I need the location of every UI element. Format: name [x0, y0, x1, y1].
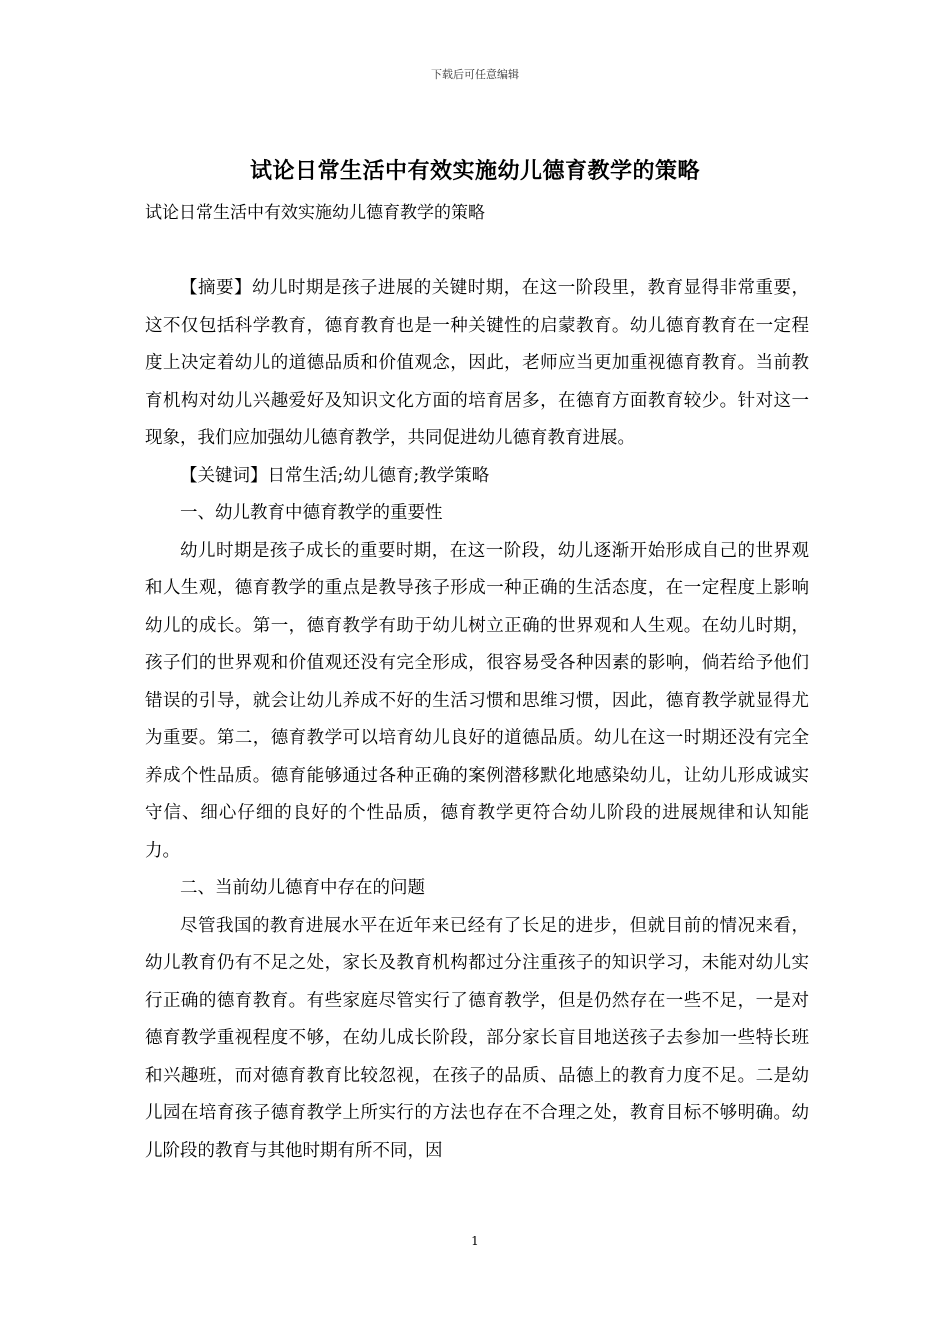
- section-heading-1: 一、幼儿教育中德育教学的重要性: [180, 503, 443, 523]
- keywords-paragraph: 【关键词】日常生活;幼儿德育;教学策略: [180, 465, 490, 486]
- header-note: 下载后可任意编辑: [431, 68, 519, 81]
- body-paragraph: 尽管我国的教育进展水平在近年来已经有了长足的进步，但就目前的情况来看，幼儿教育仍有不足之处，家长及教育机构都过分注重孩子的知识学习，未能对幼儿实行正确的德育教育。有些家庭尽管实行了德育教学，但是仍然存在一些不足，一是对德育教学重视程度不够，在幼儿成长阶段，部分家长盲目地送孩子去参加一些特长班和兴趣班，而对德育教育比较忽视，在孩子的品质、品德上的教育力度不足。二是幼儿园在培育孩子德育教学上所实行的方法也存在不合理之处，教育目标不够明确。幼儿阶段的教育与其他时期有所不同，因: [145, 915, 809, 1161]
- page-number: 1: [471, 1234, 479, 1248]
- body-paragraph: 幼儿时期是孩子成长的重要时期，在这一阶段，幼儿逐渐开始形成自己的世界观和人生观，德育教学的重点是教导孩子形成一种正确的生活态度，在一定程度上影响幼儿的成长。第一，德育教学有助于幼儿树立正确的世界观和人生观。在幼儿时期，孩子们的世界观和价值观还没有完全形成，很容易受各种因素的影响，倘若给予他们错误的引导，就会让幼儿养成不好的生活习惯和思维习惯，因此，德育教学就显得尤为重要。第二，德育教学可以培育幼儿良好的道德品质。幼儿在这一时期还没有完全养成个性品质。德育能够通过各种正确的案例潜移默化地感染幼儿，让幼儿形成诚实守信、细心仔细的良好的个性品质，德育教学更符合幼儿阶段的进展规律和认知能力。: [145, 540, 809, 861]
- abstract-paragraph: 【摘要】幼儿时期是孩子进展的关键时期，在这一阶段里，教育显得非常重要，这不仅包括科学教育，德育教育也是一种关键性的启蒙教育。幼儿德育教育在一定程度上决定着幼儿的道德品质和价值观念，因此，老师应当更加重视德育教育。当前教育机构对幼儿兴趣爱好及知识文化方面的培育居多，在德育方面教育较少。针对这一现象，我们应加强幼儿德育教学，共同促进幼儿德育教育进展。: [145, 278, 809, 448]
- body-text: [145, 270, 809, 1170]
- document-title: 试论日常生活中有效实施幼儿德育教学的策略: [249, 158, 700, 184]
- section-heading-2: 二、当前幼儿德育中存在的问题: [180, 878, 425, 898]
- document-subtitle: 试论日常生活中有效实施幼儿德育教学的策略: [145, 203, 485, 223]
